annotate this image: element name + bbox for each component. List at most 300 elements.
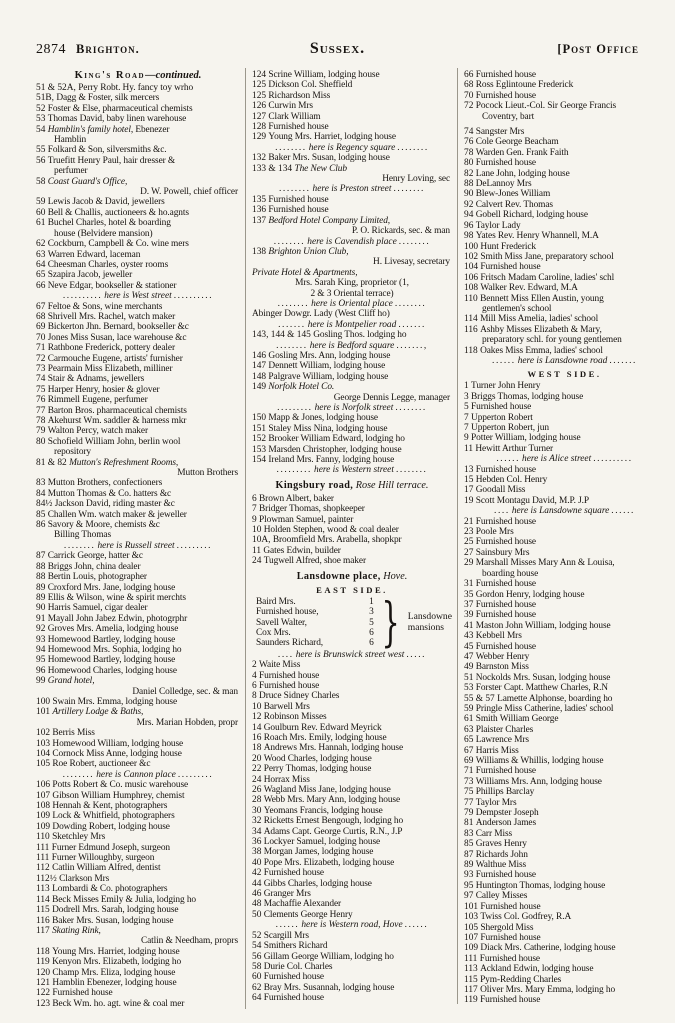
entry-number: 125 [252, 90, 269, 101]
directory-entry [252, 546, 452, 556]
entry-number: 38 [252, 847, 264, 858]
directory-entry [464, 610, 665, 620]
entry-continuation: George Dennis Legge, manager [333, 392, 450, 403]
entry-number: 65 [36, 270, 48, 281]
entry-number: 60 [36, 207, 48, 218]
entry-text: Ellis & Wilson, wine & spirit merchts [47, 592, 186, 603]
directory-entry [464, 954, 665, 964]
county-title: Sussex. [309, 40, 366, 57]
entry-number: 77 [36, 405, 48, 416]
directory-entry [252, 268, 452, 278]
directory-entry [36, 614, 240, 624]
directory-entry [464, 714, 665, 724]
divider-label: here is Cannon place [96, 769, 176, 780]
entry-text: Kenyon Mrs. Elizabeth, lodging ho [52, 957, 182, 968]
entry-text: Ashby Misses Elizabeth & Mary, [480, 324, 602, 335]
entry-text: Homewood Charles, lodging house [47, 665, 177, 676]
entry-number: 112½ [36, 873, 60, 884]
entry-text: Sketchley Mrs [52, 832, 106, 843]
entry-text: Blew-Jones William [475, 189, 551, 200]
entry-number: 104 [36, 749, 53, 759]
entry-number: 103 [464, 912, 481, 923]
directory-entry [464, 756, 665, 766]
entry-text: Durie Col. Charles [263, 961, 333, 972]
directory-entry [36, 707, 240, 717]
entry-text: Jones Miss Susan, lace warehouse &c [47, 332, 187, 343]
entry-number: 77 [464, 797, 476, 808]
entry-text: Catlin William Alfred, dentist [52, 863, 161, 874]
entry-number: 107 [36, 790, 53, 801]
entry-number: 55 [36, 145, 48, 156]
entry-number: 151 [252, 423, 269, 434]
entry-number: 108 [464, 283, 481, 294]
entry-text: Furnished house [263, 972, 324, 983]
directory-entry [252, 868, 452, 878]
entry-number: 105 [464, 922, 481, 933]
directory-entry [252, 941, 452, 951]
entry-number: 118 [36, 946, 53, 957]
entry-text: Beck Misses Emily & Julia, lodging ho [52, 894, 197, 905]
entry-number: 54 [252, 941, 264, 952]
entry-number: 122 [36, 988, 53, 999]
entry-continuation: gentlemen's school [482, 303, 552, 314]
divider-label: here is Montpelier road [307, 319, 397, 330]
entry-number: 104 [464, 262, 481, 273]
directory-entry [464, 231, 665, 241]
entry-text: Swain Mrs. Emma, lodging house [52, 696, 178, 707]
divider-label: here is Western road, Hove [301, 920, 403, 931]
directory-entry [36, 884, 240, 894]
entry-number: 25 [464, 537, 476, 548]
entry-text: Perry Thomas, lodging house [263, 764, 372, 775]
street-divider [252, 184, 452, 194]
entry-continuation: Catlin & Needham, proprs [140, 936, 238, 947]
entry-number: 8 [252, 691, 260, 702]
mansion-resident-row [256, 618, 378, 628]
entry-text: Walker Rev. Edward, M.A [480, 283, 578, 294]
entry-number: 66 [36, 280, 48, 291]
divider-dots: ........ [277, 298, 310, 309]
entry-number: 70 [36, 332, 48, 343]
directory-entry [464, 818, 665, 828]
divider-dots: ....... [609, 355, 637, 366]
directory-entry [252, 525, 452, 535]
entry-text: Potter William, lodging house [471, 433, 581, 444]
entry-number: 58 [252, 961, 264, 972]
column-container [0, 68, 675, 1023]
directory-entry [252, 743, 452, 753]
directory-entry [252, 122, 452, 132]
divider-label: here is Lansdowne road [517, 355, 608, 366]
entry-number: 30 [252, 805, 264, 816]
entry-text: Croxford Mrs. Jane, lodging house [47, 582, 176, 593]
divider-dots: ......... [276, 465, 312, 476]
directory-entry [36, 739, 240, 749]
entry-number: 10 [252, 525, 264, 536]
entry-text: Granger Mrs [263, 889, 311, 900]
directory-entry [464, 179, 665, 189]
directory-entry [36, 843, 240, 853]
entry-number: 111 [36, 853, 52, 864]
entry-number: 80 [36, 436, 48, 447]
directory-entry [36, 583, 240, 593]
entry-number: 88 [36, 572, 48, 583]
entry-number: 105 [36, 759, 53, 770]
entry-number: 56 [36, 155, 48, 166]
directory-entry [464, 294, 665, 304]
directory-entry [36, 364, 240, 374]
directory-entry [464, 766, 665, 776]
directory-entry [36, 93, 240, 103]
entry-text: Furnished house [475, 599, 536, 610]
entry-number: 68 [464, 80, 476, 91]
entry-text: Dempster Joseph [475, 808, 539, 819]
entry-text: Szapira Jacob, jeweller [47, 270, 133, 281]
directory-entry [464, 381, 665, 391]
entry-number: 103 [36, 738, 53, 749]
entry-continuation: D. W. Powell, chief officer [140, 187, 238, 198]
directory-entry [464, 101, 665, 111]
directory-entry [36, 354, 240, 364]
entry-text: Ireland Mrs. Fanny, lodging house [268, 455, 395, 466]
entry-number: 95 [36, 655, 48, 666]
entry-text: Robinson Misses [263, 712, 327, 723]
entry-number: 74 [464, 127, 476, 138]
entry-text: Furnished house [475, 610, 536, 621]
entry-text: Clark William [268, 111, 321, 122]
entry-text: Carmouche Eugene, artists' furnisher [47, 353, 183, 364]
entry-number: 106 [36, 780, 53, 791]
entry-number: 26 [252, 785, 264, 795]
entry-text: Diack Mrs. Catherine, lodging house [480, 943, 616, 954]
entry-number: 68 [36, 311, 48, 322]
directory-entry [36, 676, 240, 686]
entry-text: Brooker William Edward, lodging ho [268, 434, 405, 445]
mansion-label-line: Lansdowne [407, 611, 452, 623]
directory-entry [36, 156, 240, 166]
entry-number: 66 [464, 70, 476, 80]
entry-number: 39 [464, 610, 476, 621]
directory-entry [252, 216, 452, 226]
divider-dots: ........ [394, 298, 427, 309]
entry-number: 150 [252, 413, 269, 424]
directory-entry [36, 145, 240, 155]
entry-text: Harris Miss [475, 745, 519, 756]
entry-text: Waite Miss [259, 660, 301, 671]
entry-text: Furnished house [268, 122, 329, 133]
directory-entry [36, 322, 240, 332]
entry-text: Marshall Misses Mary Ann & Louisa, [475, 558, 615, 569]
entry-number: 74 [36, 374, 48, 385]
entry-number: 135 [252, 194, 269, 205]
directory-entry [36, 780, 240, 790]
entry-number: 153 [252, 444, 269, 455]
directory-entry [464, 735, 665, 745]
divider-dots: ........ [397, 142, 429, 153]
directory-entry [36, 197, 240, 207]
divider-dots: .......... [62, 291, 103, 302]
directory-entry [36, 312, 240, 322]
directory-entry [252, 962, 452, 972]
directory-entry [36, 333, 240, 343]
directory-entry [252, 164, 452, 174]
entry-text: Briggs John, china dealer [47, 561, 141, 572]
directory-entry [36, 343, 240, 353]
directory-entry [36, 759, 240, 769]
entry-text: Fritsch Madam Caroline, ladies' schl [480, 272, 615, 283]
entry-text: Warren Edward, laceman [47, 249, 141, 260]
divider-dots: ........ [275, 142, 307, 153]
entry-number: 110 [36, 832, 53, 843]
entry-continuation: Daniel Colledge, sec. & man [132, 686, 238, 697]
directory-edition-title: [Post Office [557, 42, 639, 56]
mansion-resident-row [256, 628, 378, 638]
entry-number: 133 & 134 [252, 163, 295, 174]
entry-text: Plowman Samuel, painter [259, 514, 354, 525]
entry-number: 102 [36, 728, 53, 739]
directory-entry [464, 975, 665, 985]
entry-number: 115 [36, 905, 53, 916]
directory-entry [464, 725, 665, 735]
divider-dots: ........ [278, 184, 311, 195]
directory-entry [252, 889, 452, 899]
entry-number: 117 [36, 925, 53, 936]
resident-name: Baird Mrs. [256, 596, 296, 607]
entry-number: 55 & 57 [464, 693, 498, 704]
entry-number: 113 [36, 884, 53, 895]
directory-entry [252, 195, 452, 205]
divider-dots: ........ [63, 540, 96, 551]
entry-number: 147 [252, 361, 269, 372]
entry-number: 56 [252, 951, 264, 962]
entry-number: 100 [464, 241, 481, 252]
entry-number: 146 [252, 350, 269, 361]
entry-continuation: Mrs. Sarah King, proprietor (1, [295, 278, 409, 289]
entry-number: 1 [464, 381, 472, 392]
entry-number: 67 [464, 745, 476, 756]
directory-entry [464, 465, 665, 475]
directory-entry [252, 702, 452, 712]
directory-entry [252, 764, 452, 774]
entry-number: 45 [464, 641, 476, 652]
directory-entry [36, 947, 240, 957]
divider-dots: ........ [395, 403, 427, 413]
entry-number: 96 [464, 220, 476, 231]
street-heading-name: King's Road [74, 70, 146, 81]
entry-number: 72 [464, 101, 476, 112]
entry-number: 61 [464, 714, 476, 725]
entry-name-italic: Brighton Union Club, [268, 246, 349, 257]
entry-number: 62 [36, 239, 48, 250]
directory-entry [36, 593, 240, 603]
entry-text: Nockolds Mrs. Susan, lodging house [475, 672, 611, 683]
entry-text: Hunt Frederick [480, 241, 537, 252]
entry-text: Dodrell Mrs. Sarah, lodging house [52, 905, 179, 916]
entry-number: 69 [464, 756, 476, 766]
entry-text: Brown Albert, baker [259, 493, 334, 504]
entry-number: 15 [464, 475, 476, 486]
divider-dots: ........ [62, 769, 95, 780]
entry-text: Holden Stephen, wood & coal dealer [263, 525, 399, 536]
entry-continuation: repository [54, 447, 92, 458]
entry-number: 27 [464, 547, 476, 558]
entry-continuation: P. O. Rickards, sec. & man [351, 226, 450, 237]
side-heading: WEST SIDE. [527, 369, 602, 380]
directory-entry [464, 413, 665, 423]
directory-entry [252, 972, 452, 982]
directory-entry [464, 808, 665, 818]
entry-text: Ricketts Ernest Bengough, lodging ho [263, 816, 404, 827]
street-heading-locality: Rose Hill terrace. [353, 479, 429, 491]
entry-number: 111 [464, 953, 480, 964]
entry-number: 119 [464, 995, 481, 1006]
entry-text: Baker Mrs. Susan, lodging house [52, 915, 174, 926]
directory-entry [464, 548, 665, 558]
divider-dots: ....... [278, 319, 306, 330]
entry-text: , Ebenezer [130, 124, 170, 135]
entry-text: Furnished house [475, 641, 536, 652]
directory-entry [252, 879, 452, 889]
street-divider [464, 454, 665, 464]
entry-name-italic: The New Club [294, 163, 347, 174]
entry-number: 81 & 82 [36, 457, 70, 468]
directory-entry [36, 895, 240, 905]
entry-text: Gillam George William, lodging ho [263, 951, 394, 962]
divider-dots: ........ [398, 236, 431, 247]
directory-entry [464, 70, 665, 80]
entry-number: 71 [464, 766, 476, 777]
entry-text: Bridger Thomas, shopkeeper [259, 504, 365, 515]
directory-entry [252, 205, 452, 215]
entry-text: Poole Mrs [475, 527, 514, 538]
directory-entry [36, 957, 240, 967]
entry-text: Warden Gen. Frank Faith [475, 147, 569, 158]
entry-number: 49 [464, 662, 476, 673]
directory-entry [36, 655, 240, 665]
entry-number: 86 [36, 520, 48, 531]
directory-entry [252, 660, 452, 670]
directory-entry [464, 392, 665, 402]
directory-entry [464, 839, 665, 849]
entry-text: Ross Eglintoune Frederick [475, 80, 574, 91]
entry-text: Adams Capt. George Curtis, R.N., J.P [263, 826, 403, 837]
entry-number: 61 [36, 218, 48, 229]
entry-number: 51 & 52A, [36, 83, 79, 93]
entry-text: Morgan James, lodging house [263, 847, 374, 858]
entry-number: 11 [464, 443, 476, 454]
entry-text: Calvert Rev. Thomas [475, 199, 553, 210]
directory-entry [252, 681, 452, 691]
house-number: 1 [369, 596, 374, 607]
street-heading [36, 70, 240, 81]
side-heading: EAST SIDE. [316, 584, 388, 595]
directory-entry [36, 999, 240, 1009]
entry-text: Young Mrs. Harriet, lodging house [268, 132, 396, 143]
entry-number: 125 [252, 80, 269, 91]
town-title: Brighton. [76, 42, 140, 56]
entry-number: 41 [464, 620, 476, 631]
entry-number: 52 [36, 103, 48, 114]
entry-name-italic: Mutton's Refreshment Rooms, [69, 457, 179, 468]
entry-text: Sainsbury Mrs [475, 547, 530, 558]
divider-dots: ...... [492, 355, 516, 366]
directory-entry [36, 395, 240, 405]
entry-number: 23 [464, 527, 476, 538]
street-divider [36, 541, 240, 551]
entry-text: Sangster Mrs [475, 127, 525, 138]
entry-name-italic: Hamblin's family hotel [47, 124, 131, 135]
entry-text: Palgrave William, lodging house [268, 371, 389, 382]
street-divider [252, 143, 452, 153]
directory-entry [252, 309, 452, 319]
directory-entry [252, 837, 452, 847]
directory-entry [36, 437, 240, 447]
entry-text: Furnished house [475, 158, 536, 169]
entry-text: Pope Mrs. Elizabeth, lodging house [263, 857, 395, 868]
entry-number: 110 [464, 293, 481, 304]
entry-text: Thomas David, baby linen warehouse [47, 114, 187, 125]
entry-text: Furnished house [263, 868, 324, 879]
entry-text: Furnished house [479, 953, 540, 964]
entry-number: 28 [252, 795, 264, 806]
directory-entry [464, 80, 665, 90]
directory-entry [36, 208, 240, 218]
entry-number: 73 [464, 776, 476, 787]
entry-number: 95 [464, 880, 476, 891]
directory-entry [36, 281, 240, 291]
directory-entry [36, 603, 240, 613]
house-number: 6 [369, 627, 374, 638]
entry-text: Yeomans Francis, lodging house [263, 805, 383, 816]
directory-entry [464, 943, 665, 953]
entry-number: 78 [36, 416, 48, 426]
entry-name-italic: Artillery Lodge & Baths, [52, 707, 144, 718]
resident-name: Savell Walter, [256, 617, 307, 628]
entry-number: 75 [464, 787, 476, 798]
entry-number: 5 [464, 402, 472, 413]
directory-entry [36, 114, 240, 124]
entry-number: 137 [252, 215, 269, 226]
directory-entry [464, 325, 665, 335]
entry-text: Gosling Thos. lodging ho [313, 330, 407, 341]
entry-text: Goodall Miss [475, 485, 526, 496]
divider-dots: ...... [275, 920, 300, 931]
entry-text: Dagg & Foster, silk mercers [56, 93, 160, 104]
entry-number: 82 [464, 168, 476, 179]
entry-text: Challen Wm. watch maker & jeweller [47, 509, 187, 520]
street-divider [464, 506, 665, 516]
entry-number: 128 [252, 122, 269, 133]
entry-number: 124 [252, 70, 269, 80]
street-divider [252, 341, 452, 351]
entry-number: 143, 144 & 145 [252, 330, 314, 341]
directory-entry [36, 645, 240, 655]
directory-entry [464, 346, 665, 356]
entry-number: 118 [464, 345, 481, 356]
divider-label: here is Oriental place [311, 298, 393, 309]
divider-label: here is West street [104, 291, 172, 302]
entry-text: Jackson David, riding master &c [54, 499, 175, 510]
entry-text: Mapp & Jones, lodging house [268, 413, 378, 424]
entry-text: Young Mrs. Harriet, lodging house [52, 946, 180, 957]
entry-number: 87 [36, 551, 48, 562]
directory-entry [36, 562, 240, 572]
directory-entry [252, 806, 452, 816]
entry-number: 10 [252, 701, 264, 712]
entry-number: 7 [252, 504, 260, 515]
entry-text: Calley Misses [475, 891, 528, 902]
entry-number: 59 [36, 197, 48, 208]
